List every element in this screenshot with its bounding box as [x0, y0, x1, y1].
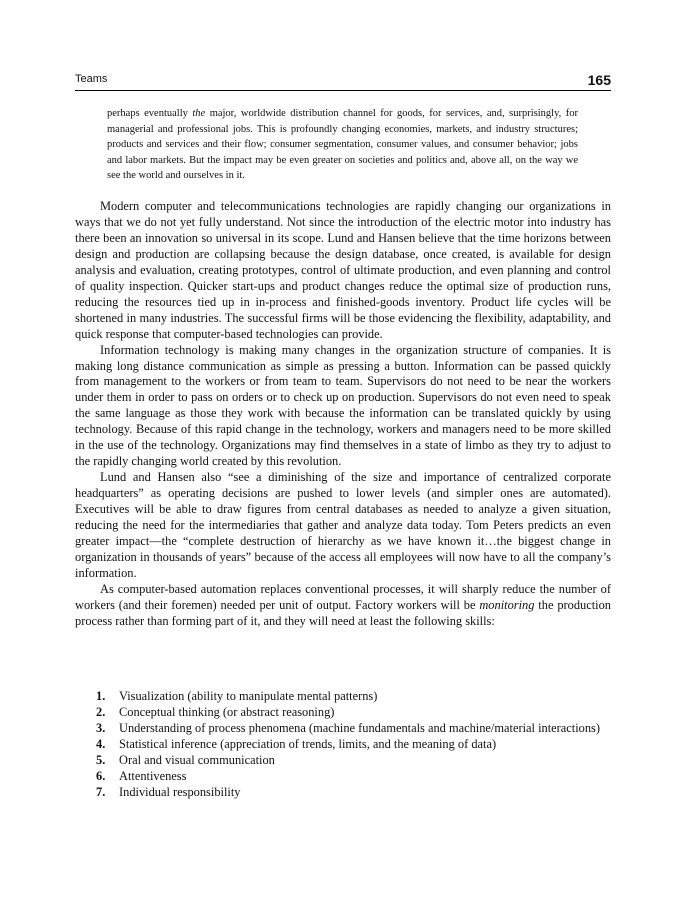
paragraph-1: Modern computer and telecommunications technologies are rapidly changing our organizations in ways that we do not yet fully understand. Not since the introduction of the electric motor into industry has there been an innovation so universal in its scope. Lund and Hansen believe that the time horizons between design and production are collapsing because the design database, once created, is available for design analysis and evaluation, creating prototypes, control of ultimate production, and even planning and control of quality inspection. Quicker start-ups and product changes reduce the optimal size of production runs, reducing the resources tied up in in-process and finished-goods inventory. Product life cycles will be shortened in many industries. The successful firms will be those evidencing the flexibility, adaptability, and quick response that computer-based technologies can provide. — [75, 199, 611, 341]
paragraph-4-end: the production process rather than forming part of it, and they will need at least the following skills: — [75, 597, 611, 628]
page-number: 165 — [587, 72, 611, 88]
list-item-number: 6. — [96, 768, 106, 783]
list-item-text: Visualization (ability to manipulate mental patterns) — [119, 689, 378, 703]
list-item-text: Conceptual thinking (or abstract reasoning) — [119, 704, 335, 719]
list-item-number: 5. — [96, 752, 106, 767]
quote-text-rest: major, worldwide distribution channel for goods, for services, and, surprisingly, for managerial and professional jobs. This is profoundly changing economies, markets, and industry structures; products and services and their flow; consumer segmentation, consumer values, and consumer behavior; jobs and labor markets. But the impact may be even greater on societies and politics and, above all, on the way we see the world and ourselves in it. — [107, 108, 579, 181]
list-item — [96, 737, 611, 753]
paragraph-4-italic: monitoring — [479, 597, 535, 612]
running-title: Teams — [75, 73, 108, 85]
paragraph-3: Lund and Hansen also “see a diminishing of the size and importance of centralized corporate headquarters” as operating decisions are pushed to lower levels (and simpler ones are automated). Executives will be able to draw figures from central databases as needed to analyze a given situation, reducing the need for the intermediaries that gather and analyze data today. Tom Peters predicts an even greater impact—the “complete destruction of hierarchy as we have known it…the biggest change in organization in thousands of years” because of the access all employees will now have to all the company’s information. — [75, 470, 611, 580]
list-item-number: 2. — [96, 704, 106, 719]
list-item-text: Individual responsibility — [119, 784, 241, 799]
list-item-number: 3. — [96, 720, 106, 735]
list-item-number: 1. — [96, 689, 106, 703]
list-item-number: 4. — [96, 736, 106, 751]
list-item — [96, 689, 611, 705]
list-item-text: Understanding of process phenomena (machine fundamentals and machine/material interactions) — [119, 720, 600, 735]
paragraph-4-start: As computer-based automation replaces conventional processes, it will sharply reduce the number of workers (and their foremen) needed per unit of output. Factory workers will be — [75, 581, 611, 612]
skills-list — [96, 689, 611, 801]
list-item — [96, 753, 611, 769]
list-item-text: Statistical inference (appreciation of trends, limits, and the meaning of data) — [119, 736, 497, 751]
list-item — [96, 705, 611, 721]
running-header — [75, 72, 611, 90]
body-text — [75, 199, 611, 630]
quote-text-start: perhaps eventually — [107, 108, 193, 119]
header-rule — [75, 90, 611, 91]
quote-italic-word: the — [192, 108, 206, 119]
list-item-text: Oral and visual communication — [119, 752, 275, 767]
list-item-number: 7. — [96, 784, 106, 799]
list-item — [96, 785, 611, 801]
block-quote — [107, 106, 578, 184]
list-item — [96, 721, 611, 737]
list-item — [96, 769, 611, 785]
list-item-text: Attentiveness — [119, 768, 187, 783]
paragraph-2: Information technology is making many changes in the organization structure of companies. It is making long distance communication as simple as pressing a button. Information can be passed quickly from management to the workers or from team to team. Supervisors do not need to be near the workers under them in order to pass on orders or to check up on production. Supervisors do not even need to speak the same language as those they work with because the information can be translated quickly by using technology. Because of this rapid change in the technology, workers and managers need to be more skilled in the use of the technology. Organizations may find themselves in a state of limbo as they try to adjust to the rapidly changing world created by this revolution. — [75, 342, 611, 469]
paragraph-4 — [75, 582, 611, 630]
